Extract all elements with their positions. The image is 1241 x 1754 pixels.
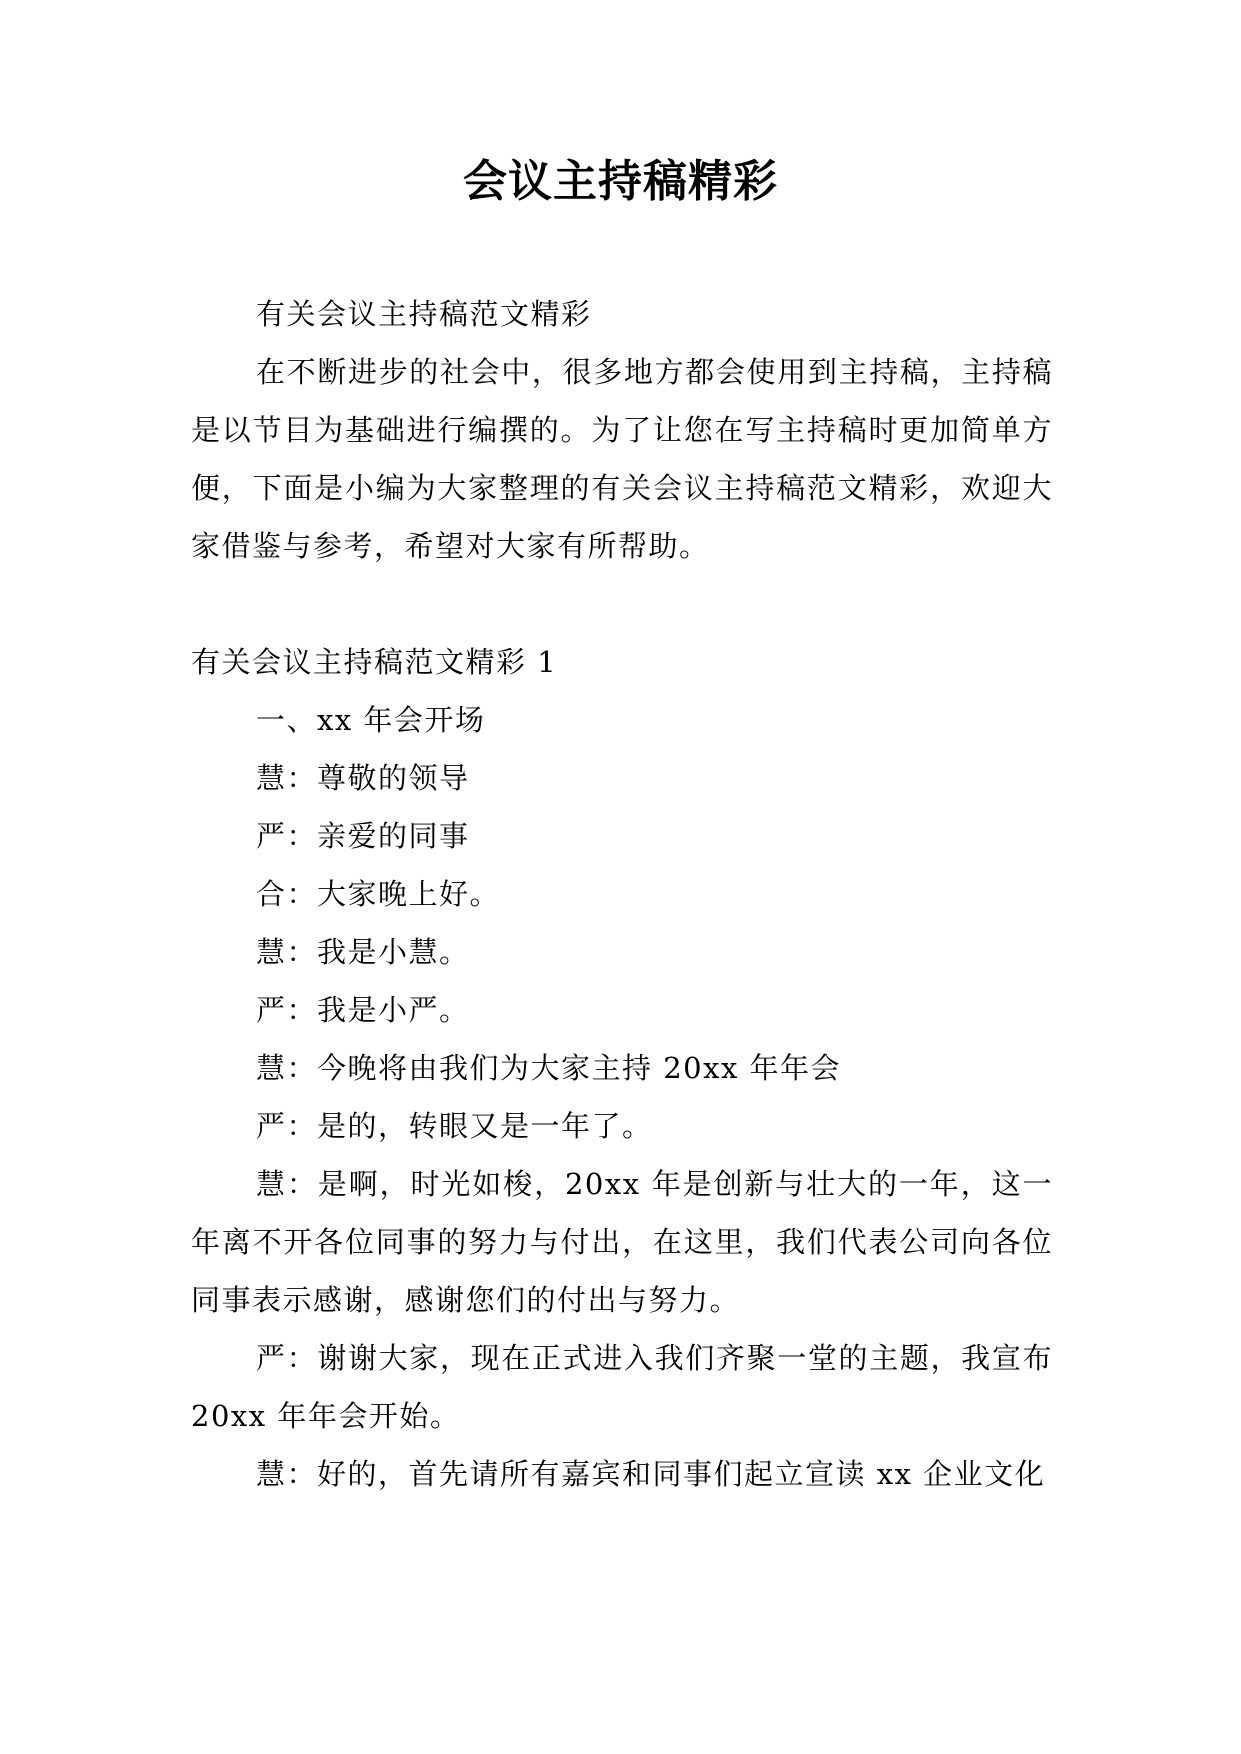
intro-paragraph: 在不断进步的社会中，很多地方都会使用到主持稿，主持稿是以节目为基础进行编撰的。为了让您在写主持稿时更加简单方便，下面是小编为大家整理的有关会议主持稿范文精彩，欢迎大家借鉴与参考，希望对大家有所帮助。 [191,355,1053,563]
intro-heading: 有关会议主持稿范文精彩 [256,297,592,331]
script-line: 严：我是小严。 [256,993,470,1027]
document-title: 会议主持稿精彩 [463,156,778,207]
script-line: 慧：尊敬的领导 [256,761,470,795]
document-body [191,285,1053,1503]
script-line: 慧：今晚将由我们为大家主持 20xx 年年会 [256,1051,842,1085]
script-line: 合：大家晚上好。 [256,877,501,911]
script-line: 慧：是啊，时光如梭，20xx 年是创新与壮大的一年，这一年离不开各位同事的努力与付出，在这里，我们代表公司向各位同事表示感谢，感谢您们的付出与努力。 [191,1167,1053,1317]
paragraph-gap [191,575,1053,633]
script-line: 慧：好的，首先请所有嘉宾和同事们起立宣读 xx 企业文化 [256,1457,1046,1491]
script-line: 严：谢谢大家，现在正式进入我们齐聚一堂的主题，我宣布 20xx 年年会开始。 [191,1341,1053,1433]
script-line: 严：亲爱的同事 [256,819,470,853]
script-line: 严：是的，转眼又是一年了。 [256,1109,653,1143]
script-line: 慧：我是小慧。 [256,935,470,969]
script-line: 一、xx 年会开场 [256,703,486,737]
section-heading: 有关会议主持稿范文精彩 1 [191,645,558,679]
